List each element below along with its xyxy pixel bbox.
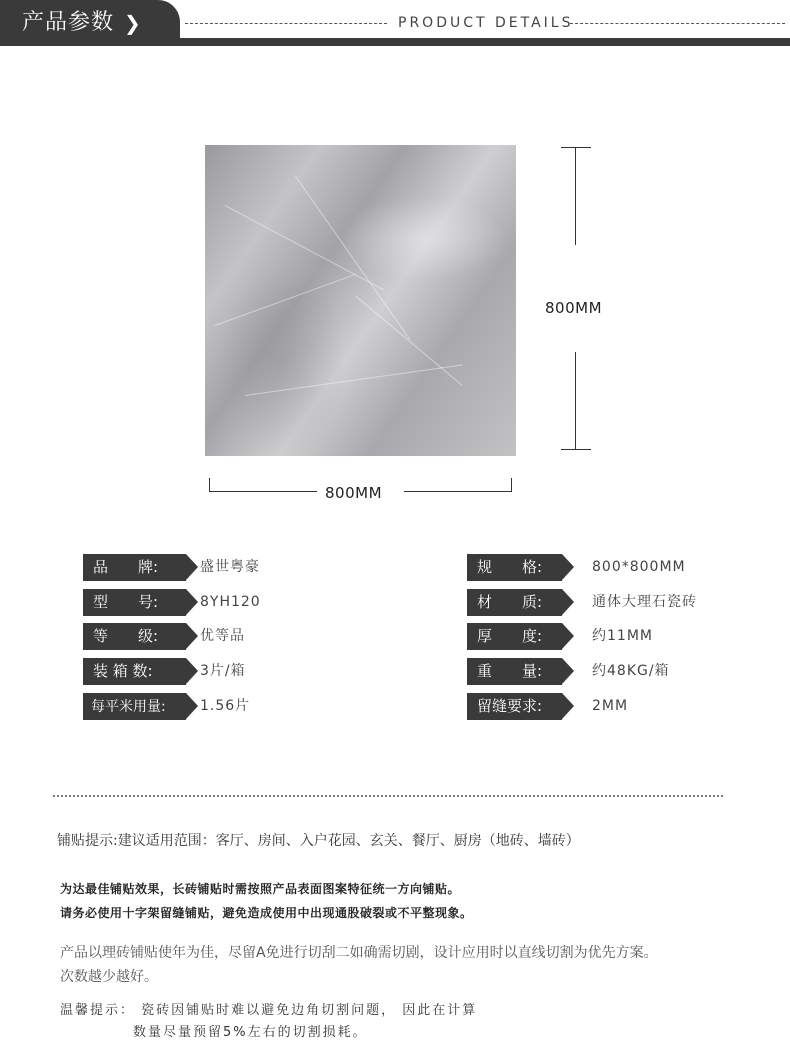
- bold-note-1: 为达最佳铺贴效果，长砖铺贴时需按照产品表面图案特征统一方向铺贴。: [60, 882, 461, 896]
- spec-label: 规 格:: [467, 554, 562, 581]
- spec-value: 8YH120: [200, 594, 261, 610]
- cutting-note-1: 产品以理砖铺贴使年为佳，尽留A免进行切刮二如确需切剧，设计应用时以直线切割为优先方案。: [60, 945, 658, 961]
- dimension-tick-right: [511, 478, 512, 492]
- dimension-tick-left: [209, 478, 210, 492]
- width-label: 800MM: [325, 484, 383, 502]
- divider: [185, 23, 387, 24]
- bold-note-2: 请务必使用十字架留缝铺贴，避免造成使用中出现通股破裂或不平整现象。: [60, 906, 473, 920]
- spec-label: 品 牌:: [83, 554, 186, 581]
- spec-value: 800*800MM: [592, 559, 686, 575]
- header-underline: [180, 38, 790, 46]
- header-tab: [0, 0, 180, 46]
- spec-label: 等 级:: [83, 623, 186, 650]
- section-header: [0, 0, 790, 46]
- spec-label: 厚 度:: [467, 623, 562, 650]
- divider: [53, 795, 723, 797]
- spec-value: 1.56片: [200, 698, 251, 714]
- spec-label: 留缝要求:: [467, 693, 562, 720]
- spec-label: 型 号:: [83, 589, 186, 616]
- height-label: 800MM: [545, 299, 603, 317]
- spec-value: 约11MM: [592, 628, 653, 644]
- usage-note: 铺贴提示:建议适用范围：客厅、房间、入户花园、玄关、餐厅、厨房（地砖、墙砖）: [57, 833, 580, 849]
- spec-label: 重 量:: [467, 658, 562, 685]
- spec-label: 装 箱 数:: [83, 658, 186, 685]
- spec-value: 约48KG/箱: [592, 663, 670, 679]
- chevron-right-icon: ❯: [124, 11, 141, 35]
- tip-note-1: 温馨提示： 瓷砖因铺贴时难以避免边角切割问题， 因此在计算: [60, 1003, 478, 1018]
- dimension-tick-top: [561, 147, 591, 148]
- dimension-line-horizontal-left: [209, 491, 317, 492]
- spec-value: 优等品: [200, 628, 245, 644]
- spec-value: 3片/箱: [200, 663, 246, 679]
- dimension-line-vertical-bottom: [575, 352, 576, 450]
- dimension-line-vertical-top: [575, 147, 576, 245]
- divider: [570, 23, 785, 24]
- tile-image: [205, 145, 516, 456]
- dimension-tick-bottom: [561, 449, 591, 450]
- spec-value: 盛世粤豪: [200, 559, 260, 575]
- spec-label: 材 质:: [467, 589, 562, 616]
- cutting-note-2: 次数越少越好。: [60, 969, 158, 985]
- section-subtitle: PRODUCT DETAILS: [398, 15, 574, 31]
- spec-value: 2MM: [592, 698, 629, 714]
- spec-value: 通体大理石瓷砖: [592, 594, 697, 610]
- spec-label: 每平米用量:: [83, 693, 186, 720]
- tip-note-2: 数量尽量预留5%左右的切割损耗。: [133, 1025, 368, 1040]
- dimension-line-horizontal-right: [404, 491, 512, 492]
- section-title: 产品参数: [22, 10, 115, 35]
